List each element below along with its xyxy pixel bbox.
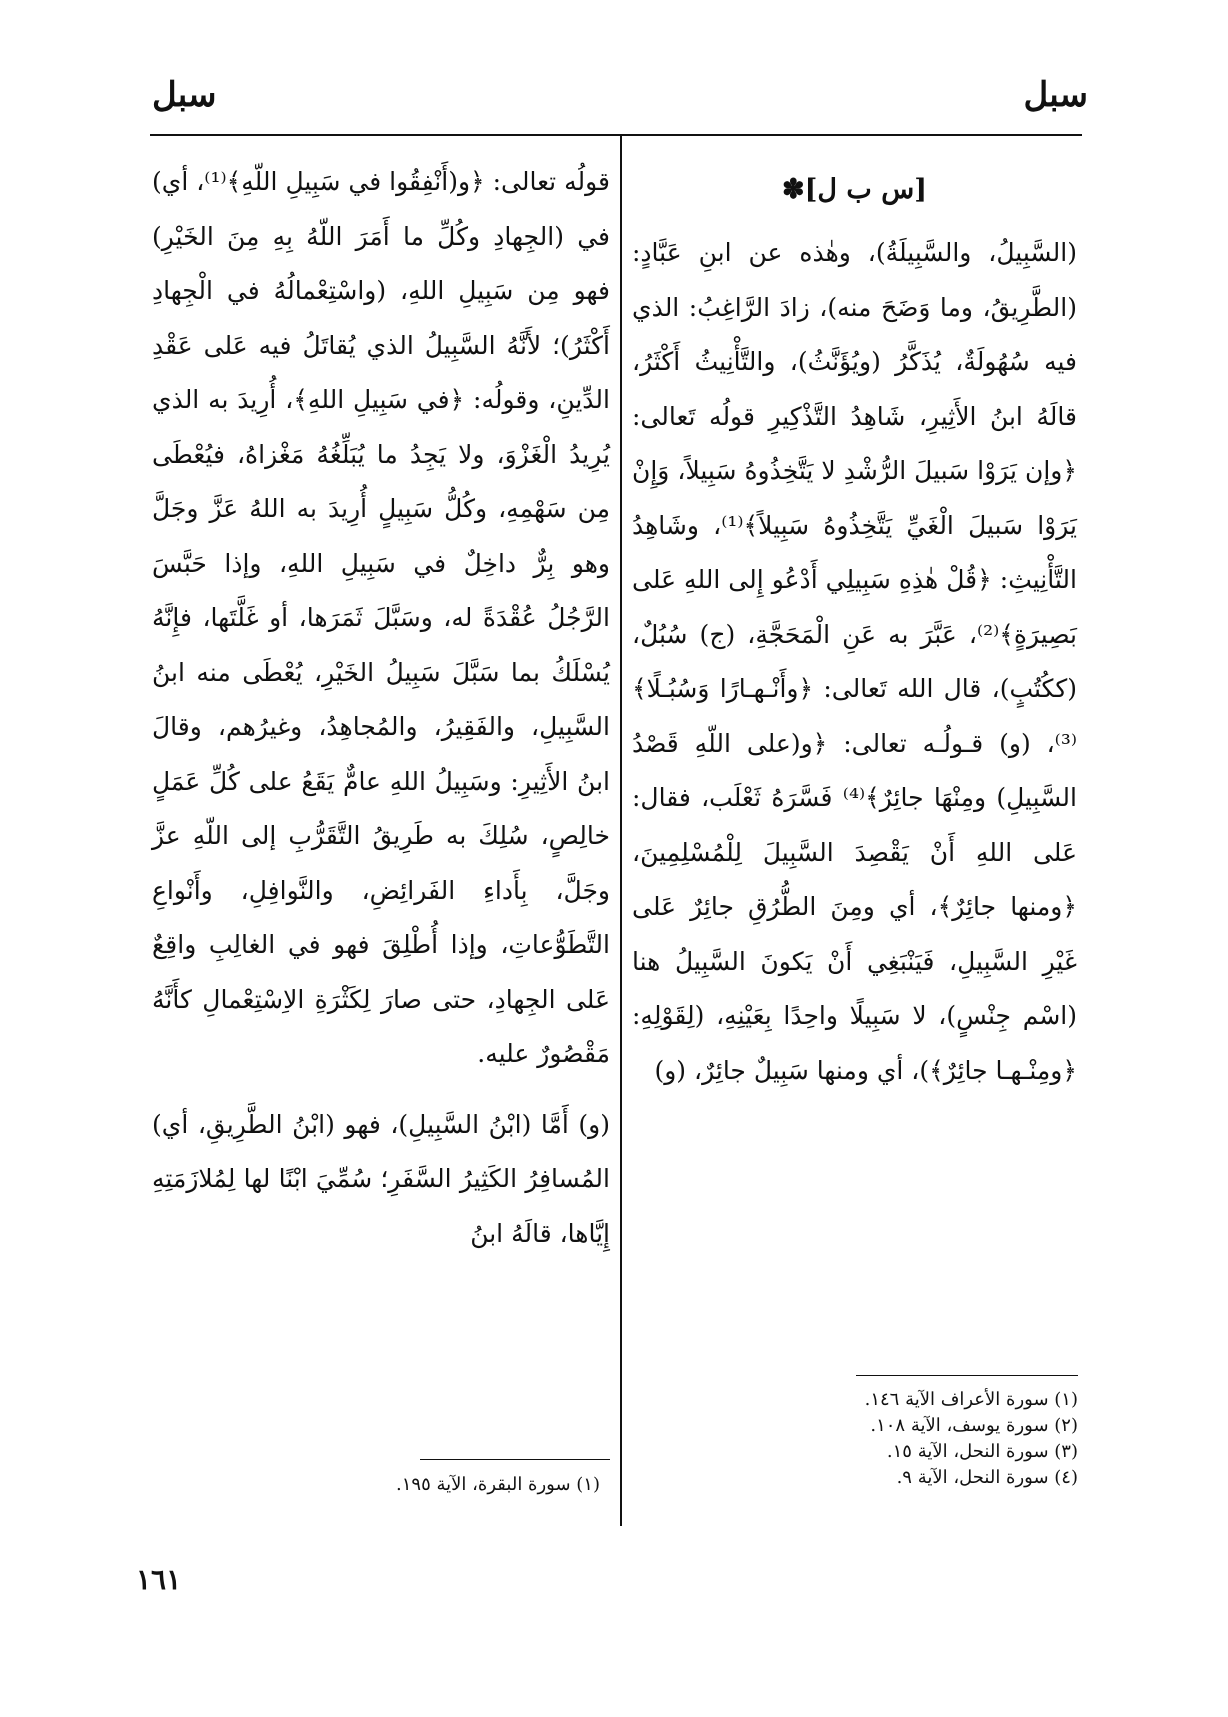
footnote-rule-left: [420, 1459, 610, 1460]
entry-heading: [س ب ل]✽: [782, 174, 927, 205]
footnote-right-2: (٢) سورة يوسف، الآية ١٠٨.: [870, 1415, 1078, 1436]
page-number: ١٦١: [136, 1563, 182, 1596]
entry-body-left-para-1: قولُه تعالى: ﴿و(أَنْفِقُوا في سَبِيلِ اللّهِ﴾⁽¹⁾، أي) في (الجِهادِ وكُلِّ ما أَمَرَ اللّهُ بِهِ مِنَ الخَيْرِ) فهو مِن سَبِيلِ اللهِ، (واسْتِعْمالُهُ في الْجِهادِ أَكْثَرُ)؛ لأَنَّهُ السَّبِيلُ الذي يُقاتَلُ فيه عَلى عَقْدِ الدِّينِ، وقولُه: ﴿في سَبِيلِ اللهِ﴾، أُرِيدَ به الذي يُرِيدُ الْغَزْوَ، ولا يَجِدُ ما يُبَلِّغُهُ مَغْزاهُ، فيُعْطَى مِن سَهْمِهِ، وكُلُّ سَبِيلٍ أُرِيدَ به اللهُ عَزَّ وجَلَّ وهو بِرٌّ داخِلٌ في سَبِيلِ اللهِ، وإذا حَبَّسَ الرَّجُلُ عُقْدَةً له، وسَبَّلَ ثَمَرَها، أو غَلَّتَها، فإِنَّهُ يُسْلَكُ بما سَبَّلَ سَبِيلُ الخَيْرِ، يُعْطَى منه ابنُ السَّبِيلِ، والفَقِيرُ، والمُجاهِدُ، وغيرُهم، وقالَ ابنُ الأَثِيرِ: وسَبِيلُ اللهِ عامٌّ يَقَعُ على كُلِّ عَمَلٍ خالِصٍ، سُلِكَ به طَرِيقُ التَّقَرُّبِ إلى اللّهِ عزَّ وجَلَّ، بِأَداءِ الفَرائِضِ، والنَّوافِلِ، وأَنْواعِ التَّطَوُّعاتِ، وإذا أُطْلِقَ فهو في الغالِبِ واقِعٌ عَلى الجِهادِ، حتى صارَ لِكَثْرَةِ الاِسْتِعْمالِ كأَنَّهُ مَقْصُورٌ عليه.: [152, 167, 610, 1068]
running-head-right: سبل: [1023, 75, 1088, 115]
footnotes-right: [818, 1387, 1078, 1491]
entry-body-left-para-2: (و) أَمَّا (ابْنُ السَّبِيلِ)، فهو (ابْنُ الطَّرِيقِ، أي) المُسافِرُ الكَثِيرُ السَّفَرِ؛ سُمِّيَ ابْنًا لها لِمُلازَمَتِهِ إِيَّاها، قالَهُ ابنُ: [152, 1109, 610, 1248]
left-column: [152, 155, 610, 1261]
footnote-right-1: (١) سورة الأعراف الآية ١٤٦.: [864, 1389, 1078, 1410]
footnotes-left: [320, 1472, 600, 1498]
header-rule: [150, 134, 1082, 136]
entry-body-right: (السَّبِيلُ، والسَّبِيلَةُ)، وهٰذه عن ابنِ عَبَّادٍ: (الطَّرِيقُ، وما وَضَحَ منه)، زادَ الرَّاغِبُ: الذي فيه سُهُولَةٌ، يُذَكَّرُ (ويُؤَنَّثُ)، والتَّأْنِيثُ أَكْثَرُ، قالَهُ ابنُ الأَثِيرِ، شَاهِدُ التَّذْكِيرِ قولُه تَعالى: ﴿وإن يَرَوْا سَبيلَ الرُّشْدِ لا يَتَّخِذُوهُ سَبِيلاً، وَإِنْ يَرَوْا سَبيلَ الْغَيِّ يَتَّخِذُوهُ سَبِيلاً﴾⁽¹⁾، وشَاهِدُ التَّأْنِيثِ: ﴿قُلْ هٰذِهِ سَبِيلِي أَدْعُو إِلى اللهِ عَلى بَصِيرَةٍ﴾⁽²⁾، عَبَّرَ به عَنِ الْمَحَجَّةِ، (ج) سُبُلٌ، (ككُتُبٍ)، قال الله تَعالى: ﴿وأَنْـهـارًا وَسُبُـلًا﴾⁽³⁾، (و) قـولُـه تعالى: ﴿و(على اللّهِ قَصْدُ السَّبِيلِ) ومِنْهَا جائِرٌ﴾⁽⁴⁾ فَسَّرَهُ ثَعْلَب، فقال: عَلى اللهِ أَنْ يَقْصِدَ السَّبِيلَ لِلْمُسْلِمِينَ، ﴿ومنها جائِرٌ﴾، أي ومِنَ الطُّرُقِ جائِرٌ عَلى غَيْرِ السَّبِيلِ، فَيَنْبَغِي أَنْ يَكونَ السَّبِيلُ هنا (اسْم جِنْسٍ)، لا سَبِيلًا واحِدًا بِعَيْنِهِ، (لِقَوْلِهِ: ﴿ومِنْـهـا جائِرٌ﴾)، أي ومنها سَبِيلٌ جائِرٌ، (و): [632, 238, 1077, 1085]
footnote-right-3: (٣) سورة النحل، الآية ١٥.: [886, 1441, 1078, 1462]
column-divider: [620, 136, 622, 1526]
running-head-left: سبل: [152, 75, 217, 115]
footnote-right-4: (٤) سورة النحل، الآية ٩.: [896, 1467, 1078, 1488]
footnote-rule-right: [856, 1375, 1078, 1376]
footnote-left-1: (١) سورة البقرة، الآية ١٩٥.: [396, 1474, 600, 1495]
right-column: [632, 168, 1077, 1098]
